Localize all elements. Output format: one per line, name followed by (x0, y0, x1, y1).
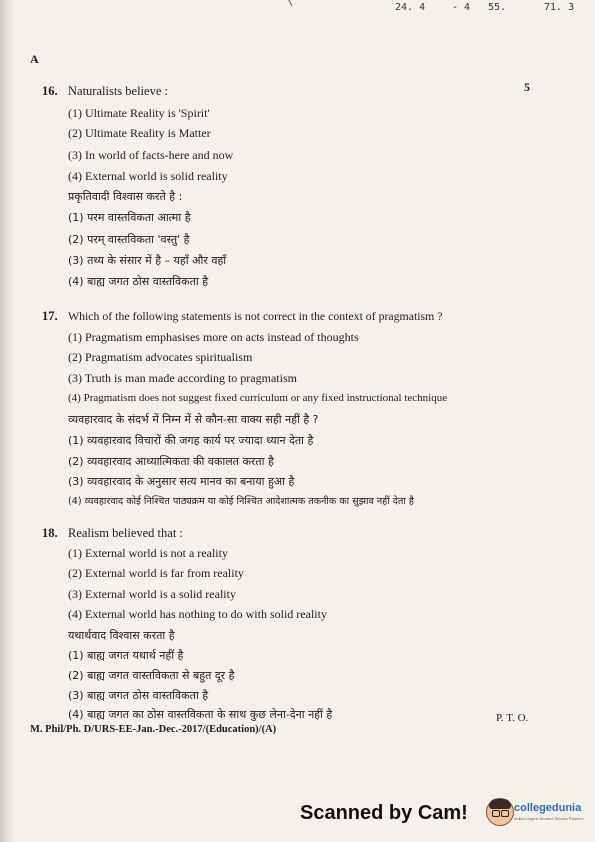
scan-edge-shadow (0, 0, 14, 842)
option-4: (4) Pragmatism does not suggest fixed curriculum or any fixed instructional technique (68, 392, 448, 404)
scanner-watermark: Scanned by Cam! (300, 802, 468, 824)
option-4-hindi: (4) बाह्य जगत का ठोस वास्तविकता के साथ कुछ लेना-देना नहीं है (68, 708, 333, 721)
question-text-hindi: यथार्थवाद विश्वास करता है (68, 629, 175, 642)
option-4: (4) External world is solid reality (68, 169, 228, 183)
brand-logo-text: collegedunia (514, 802, 582, 814)
option-2: (2) Ultimate Reality is Matter (68, 126, 211, 140)
handwritten-mark: 71. 3 (544, 2, 575, 13)
option-3-hindi: (3) व्यवहारवाद के अनुसार सत्य मानव का बनाया हुआ है (68, 475, 295, 488)
series-label: A (30, 52, 39, 66)
question-text: Naturalists believe : (68, 84, 168, 98)
paper-code: M. Phil/Ph. D/URS-EE-Jan.-Dec.-2017/(Education)/(A) (30, 724, 277, 735)
option-2-hindi: (2) बाह्य जगत वास्तविकता से बहुत दूर है (68, 669, 235, 682)
option-1: (1) Ultimate Reality is 'Spirit' (68, 106, 210, 120)
question-text-hindi: प्रकृतिवादी विश्वास करते है : (68, 190, 183, 203)
option-3: (3) In world of facts-here and now (68, 148, 234, 162)
question-text: Realism believed that : (68, 526, 183, 540)
option-1-hindi: (1) व्यवहारवाद विचारों की जगह कार्य पर ज्यादा ध्यान देता है (68, 434, 314, 447)
option-1-hindi: (1) बाह्य जगत यथार्थ नहीं है (68, 649, 184, 662)
question-number: 16. (42, 84, 58, 98)
option-1: (1) Pragmatism emphasises more on acts instead of thoughts (68, 330, 359, 344)
option-3: (3) Truth is man made according to pragmatism (68, 371, 297, 385)
question-text-hindi: व्यवहारवाद के संदर्भ में निम्न में से कौन-सा वाक्य सही नहीं है ? (68, 413, 319, 426)
question-number: 18. (42, 526, 58, 540)
handwritten-mark: - 4 (452, 2, 471, 13)
option-4-hindi: (4) व्यवहारवाद कोई निश्चित पाठ्यक्रम या कोई निश्चित आदेशात्मक तकनीक का सुझाव नहीं देता है (68, 496, 414, 507)
pto-label: P. T. O. (496, 712, 529, 724)
option-1-hindi: (1) परम वास्तविकता आत्मा है (68, 211, 191, 224)
handwritten-mark: 55. (488, 2, 507, 13)
pen-mark (288, 0, 300, 6)
question-text: Which of the following statements is not correct in the context of pragmatism ? (68, 309, 443, 323)
option-2: (2) External world is far from reality (68, 566, 244, 580)
option-3: (3) External world is a solid reality (68, 587, 236, 601)
option-4-hindi: (4) बाह्य जगत ठोस वास्तविकता है (68, 275, 209, 288)
option-4: (4) External world has nothing to do with solid reality (68, 607, 327, 621)
page-number: 5 (524, 80, 530, 94)
question-number: 17. (42, 309, 58, 323)
brand-tagline: India's largest Student Review Platform (514, 816, 584, 821)
option-3-hindi: (3) तथ्य के संसार में है – यहाँ और वहाँ (68, 254, 227, 267)
handwritten-mark: 24. 4 (395, 2, 426, 13)
option-2-hindi: (2) व्यवहारवाद आध्यात्मिकता की वकालत करता है (68, 455, 274, 468)
option-3-hindi: (3) बाह्य जगत ठोस वास्तविकता है (68, 689, 209, 702)
option-2: (2) Pragmatism advocates spiritualism (68, 350, 253, 364)
mascot-icon (486, 798, 514, 826)
option-1: (1) External world is not a reality (68, 546, 228, 560)
option-2-hindi: (2) परम् वास्तविकता 'वस्तु' है (68, 233, 190, 246)
